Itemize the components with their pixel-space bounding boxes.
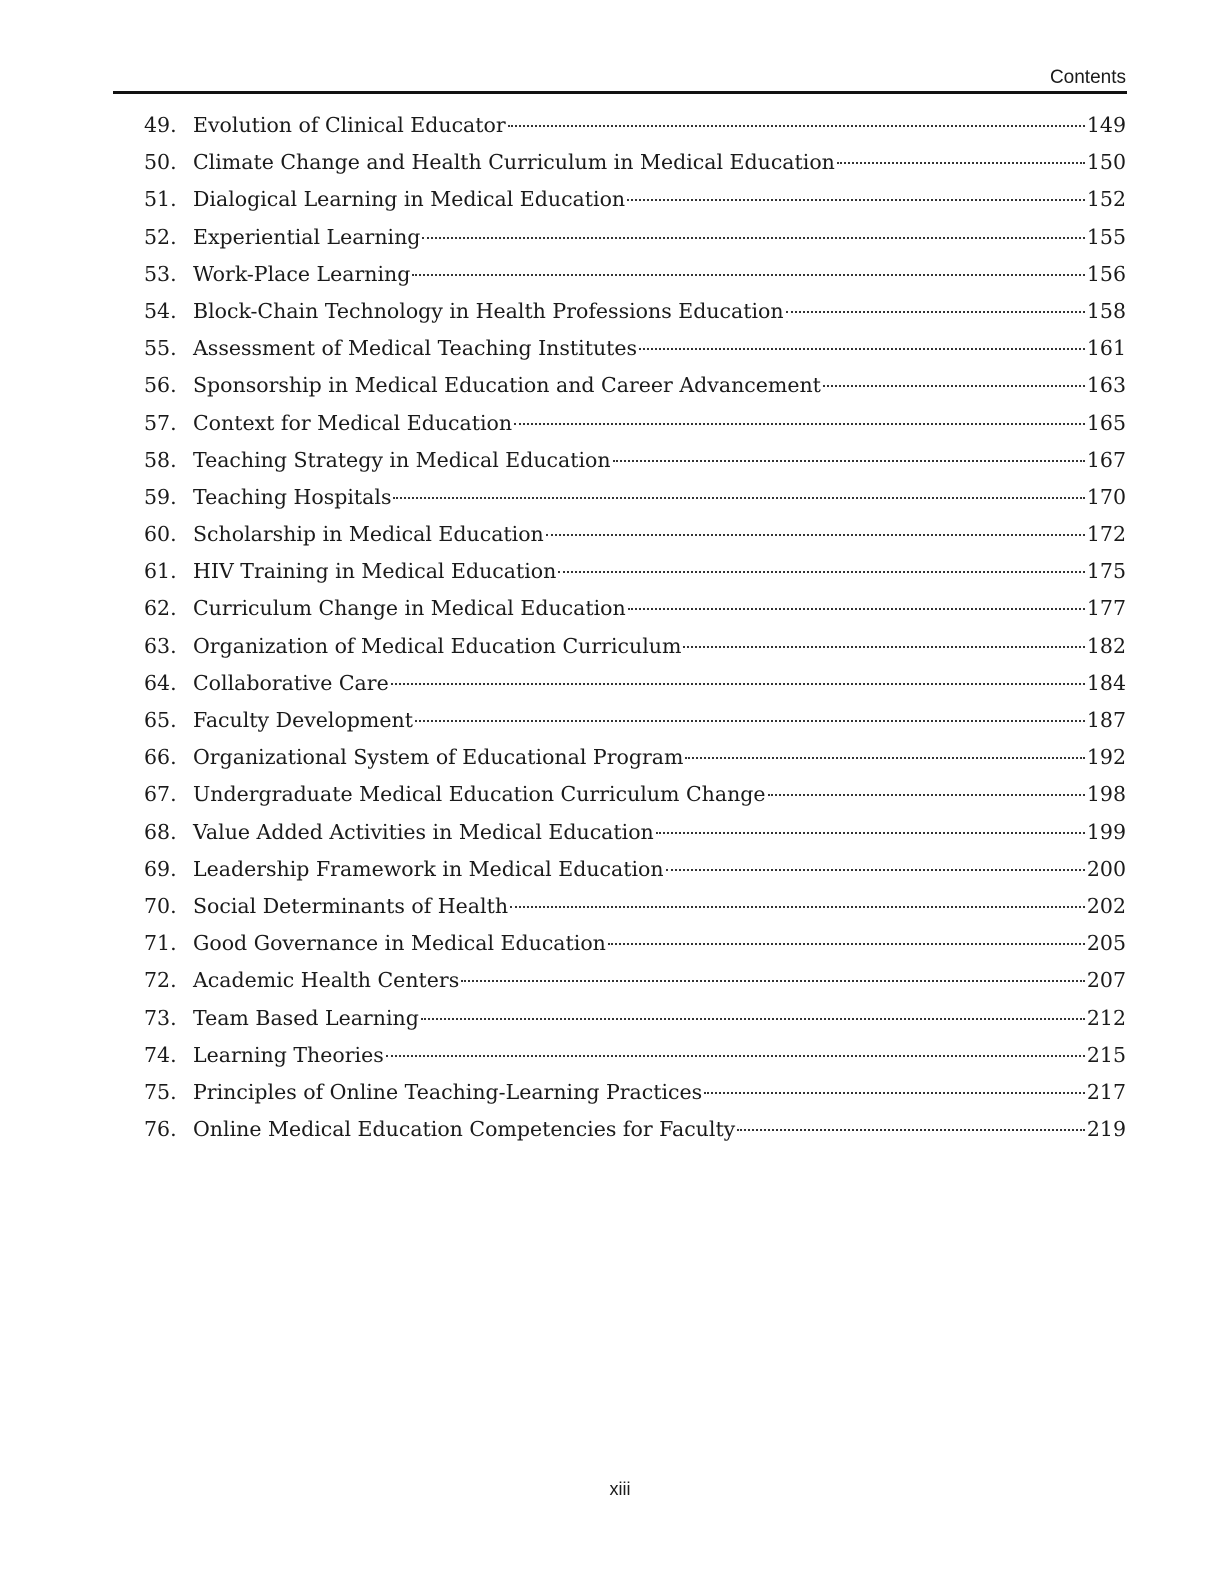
- toc-entry-51[interactable]: [0, 181, 1214, 218]
- toc-line: [193, 144, 1126, 181]
- chapter-number: 73.: [144, 1005, 177, 1030]
- toc-entry-59[interactable]: [0, 479, 1214, 516]
- page-number: 156: [1086, 261, 1126, 286]
- toc-entry-67[interactable]: [0, 776, 1214, 813]
- chapter-number: 57.: [144, 410, 177, 435]
- dot-leader: [421, 1018, 1085, 1020]
- chapter-title: Team Based Learning: [193, 1005, 419, 1030]
- dot-leader: [412, 274, 1084, 276]
- page-number: 152: [1086, 187, 1126, 212]
- toc-entry-52[interactable]: [0, 219, 1214, 256]
- chapter-title: Value Added Activities in Medical Education: [193, 819, 654, 844]
- toc-line: [193, 776, 1126, 813]
- page-number: 161: [1086, 336, 1126, 361]
- toc-entry-63[interactable]: [0, 628, 1214, 665]
- chapter-title: Organization of Medical Education Curriculum: [193, 633, 682, 658]
- toc-entry-71[interactable]: [0, 925, 1214, 962]
- page-number: 163: [1086, 373, 1126, 398]
- toc-line: [193, 1074, 1126, 1111]
- chapter-number: 65.: [144, 708, 177, 732]
- toc-line: [193, 293, 1126, 330]
- toc-entry-74[interactable]: [0, 1037, 1214, 1074]
- toc-line: [193, 814, 1126, 851]
- page-number: 172: [1086, 522, 1126, 547]
- dot-leader: [508, 125, 1085, 127]
- dot-leader: [393, 497, 1084, 499]
- chapter-number: 51.: [144, 187, 177, 212]
- toc-line: [193, 479, 1126, 516]
- toc-line: [193, 739, 1126, 776]
- chapter-number: 68.: [144, 819, 177, 844]
- chapter-title: Teaching Strategy in Medical Education: [193, 447, 611, 472]
- toc-entry-72[interactable]: [0, 962, 1214, 999]
- toc-entry-73[interactable]: [0, 1000, 1214, 1037]
- chapter-number: 52.: [144, 224, 177, 249]
- chapter-title: Faculty Development: [193, 708, 413, 732]
- chapter-title: Academic Health Centers: [193, 968, 460, 993]
- chapter-title: Assessment of Medical Teaching Institutes: [193, 336, 638, 361]
- toc-entry-65[interactable]: [0, 702, 1214, 739]
- toc-entry-50[interactable]: [0, 144, 1214, 181]
- dot-leader: [837, 162, 1085, 164]
- chapter-title: Teaching Hospitals: [193, 484, 392, 509]
- chapter-title: Learning Theories: [193, 1042, 384, 1067]
- chapter-title: Principles of Online Teaching-Learning Practices: [193, 1079, 703, 1104]
- page-number: 198: [1086, 782, 1126, 807]
- toc-line: [193, 553, 1126, 590]
- toc-line: [193, 1000, 1126, 1037]
- chapter-number: 58.: [144, 447, 177, 472]
- chapter-title: Block-Chain Technology in Health Professions Education: [193, 298, 784, 323]
- dot-leader: [461, 980, 1085, 982]
- chapter-title: Curriculum Change in Medical Education: [193, 596, 626, 621]
- page-number: 219: [1086, 1117, 1126, 1142]
- toc-entry-68[interactable]: [0, 814, 1214, 851]
- toc-entry-57[interactable]: [0, 405, 1214, 442]
- page-number: 167: [1086, 447, 1126, 472]
- dot-leader: [510, 906, 1085, 908]
- page-number: 215: [1086, 1042, 1126, 1067]
- page-number: 207: [1086, 968, 1126, 993]
- page-number: 155: [1086, 224, 1126, 249]
- dot-leader: [422, 237, 1084, 239]
- chapter-number: 67.: [144, 782, 177, 807]
- toc-line: [193, 330, 1126, 367]
- toc-entry-53[interactable]: [0, 256, 1214, 293]
- page-number: 199: [1086, 819, 1126, 844]
- chapter-title: Social Determinants of Health: [193, 893, 509, 918]
- chapter-number: 75.: [144, 1079, 177, 1104]
- toc-line: [193, 181, 1126, 218]
- chapter-number: 56.: [144, 373, 177, 398]
- chapter-title: Online Medical Education Competencies for Faculty: [193, 1117, 736, 1142]
- chapter-number: 70.: [144, 893, 177, 918]
- chapter-number: 62.: [144, 596, 177, 621]
- toc-entry-66[interactable]: [0, 739, 1214, 776]
- page-number: 150: [1086, 150, 1126, 175]
- toc-entry-62[interactable]: [0, 590, 1214, 627]
- chapter-number: 50.: [144, 150, 177, 175]
- toc-line: [193, 442, 1126, 479]
- dot-leader: [613, 460, 1085, 462]
- chapter-number: 76.: [144, 1117, 177, 1142]
- chapter-title: Organizational System of Educational Program: [193, 745, 684, 770]
- dot-leader: [683, 646, 1084, 648]
- toc-entry-75[interactable]: [0, 1074, 1214, 1111]
- page-number: 158: [1086, 298, 1126, 323]
- toc-line: [193, 405, 1126, 442]
- chapter-title: Evolution of Clinical Educator: [193, 113, 506, 137]
- toc-line: [193, 219, 1126, 256]
- toc-line: [193, 665, 1126, 702]
- dot-leader: [685, 757, 1084, 759]
- page-number: 217: [1086, 1079, 1126, 1104]
- chapter-number: 64.: [144, 670, 177, 695]
- dot-leader: [608, 943, 1085, 945]
- chapter-number: 72.: [144, 968, 177, 993]
- chapter-number: 74.: [144, 1042, 177, 1067]
- chapter-title: HIV Training in Medical Education: [193, 559, 557, 584]
- chapter-title: Collaborative Care: [193, 670, 389, 695]
- toc-entry-76[interactable]: [0, 1111, 1214, 1148]
- chapter-number: 54.: [144, 298, 177, 323]
- toc-entry-49[interactable]: [0, 107, 1214, 144]
- chapter-number: 69.: [144, 856, 177, 881]
- page-number: 200: [1086, 856, 1126, 881]
- toc-entry-55[interactable]: [0, 330, 1214, 367]
- toc-line: [193, 888, 1126, 925]
- chapter-number: 59.: [144, 484, 177, 509]
- chapter-title: Undergraduate Medical Education Curriculum Change: [193, 782, 766, 807]
- chapter-title: Climate Change and Health Curriculum in Medical Education: [193, 150, 835, 175]
- toc-entry-64[interactable]: [0, 665, 1214, 702]
- dot-leader: [639, 348, 1085, 350]
- chapter-number: 55.: [144, 336, 177, 361]
- chapter-number: 71.: [144, 931, 177, 956]
- dot-leader: [704, 1092, 1085, 1094]
- page-number: 187: [1086, 708, 1126, 732]
- chapter-title: Scholarship in Medical Education: [193, 522, 544, 547]
- toc-line: [193, 590, 1126, 627]
- page-number: 149: [1086, 113, 1126, 137]
- dot-leader: [628, 608, 1085, 610]
- toc-line: [193, 1111, 1126, 1148]
- chapter-title: Good Governance in Medical Education: [193, 931, 606, 956]
- toc-entry-60[interactable]: [0, 516, 1214, 553]
- table-of-contents: [0, 107, 1214, 1148]
- chapter-number: 53.: [144, 261, 177, 286]
- dot-leader: [627, 199, 1085, 201]
- dot-leader: [386, 1055, 1085, 1057]
- dot-leader: [558, 571, 1085, 573]
- toc-line: [193, 516, 1126, 553]
- toc-line: [193, 851, 1126, 888]
- page-number: 212: [1086, 1005, 1126, 1030]
- toc-line: [193, 628, 1126, 665]
- chapter-number: 63.: [144, 633, 177, 658]
- chapter-number: 49.: [144, 113, 177, 137]
- toc-line: [193, 256, 1126, 293]
- dot-leader: [786, 311, 1085, 313]
- chapter-number: 61.: [144, 559, 177, 584]
- dot-leader: [546, 534, 1085, 536]
- page-number: 175: [1086, 559, 1126, 584]
- page-number: 192: [1086, 745, 1126, 770]
- chapter-number: 66.: [144, 745, 177, 770]
- chapter-title: Work-Place Learning: [193, 261, 411, 286]
- chapter-title: Sponsorship in Medical Education and Career Advancement: [193, 373, 821, 398]
- chapter-number: 60.: [144, 522, 177, 547]
- toc-entry-54[interactable]: [0, 293, 1214, 330]
- chapter-title: Leadership Framework in Medical Education: [193, 856, 664, 881]
- dot-leader: [391, 683, 1085, 685]
- toc-entry-56[interactable]: [0, 367, 1214, 404]
- dot-leader: [737, 1129, 1085, 1131]
- dot-leader: [514, 423, 1085, 425]
- toc-line: [193, 925, 1126, 962]
- toc-line: [193, 1037, 1126, 1074]
- toc-entry-58[interactable]: [0, 442, 1214, 479]
- page-number: 177: [1086, 596, 1126, 621]
- dot-leader: [415, 720, 1085, 722]
- toc-entry-61[interactable]: [0, 553, 1214, 590]
- toc-line: [193, 107, 1126, 144]
- dot-leader: [656, 832, 1085, 834]
- toc-entry-69[interactable]: [0, 851, 1214, 888]
- chapter-title: Dialogical Learning in Medical Education: [193, 187, 626, 212]
- page-number: 165: [1086, 410, 1126, 435]
- dot-leader: [768, 794, 1085, 796]
- dot-leader: [823, 385, 1085, 387]
- toc-entry-70[interactable]: [0, 888, 1214, 925]
- toc-line: [193, 702, 1126, 739]
- running-head: Contents: [1049, 67, 1126, 88]
- page-number: 202: [1086, 893, 1126, 918]
- page-number: 170: [1086, 484, 1126, 509]
- toc-line: [193, 962, 1126, 999]
- page-folio: xiii: [609, 1479, 631, 1499]
- page-number: 182: [1086, 633, 1126, 658]
- toc-line: [193, 367, 1126, 404]
- chapter-title: Context for Medical Education: [193, 410, 513, 435]
- dot-leader: [666, 869, 1085, 871]
- page-number: 184: [1086, 670, 1126, 695]
- header-rule: [113, 91, 1127, 94]
- chapter-title: Experiential Learning: [193, 224, 421, 249]
- page-number: 205: [1086, 931, 1126, 956]
